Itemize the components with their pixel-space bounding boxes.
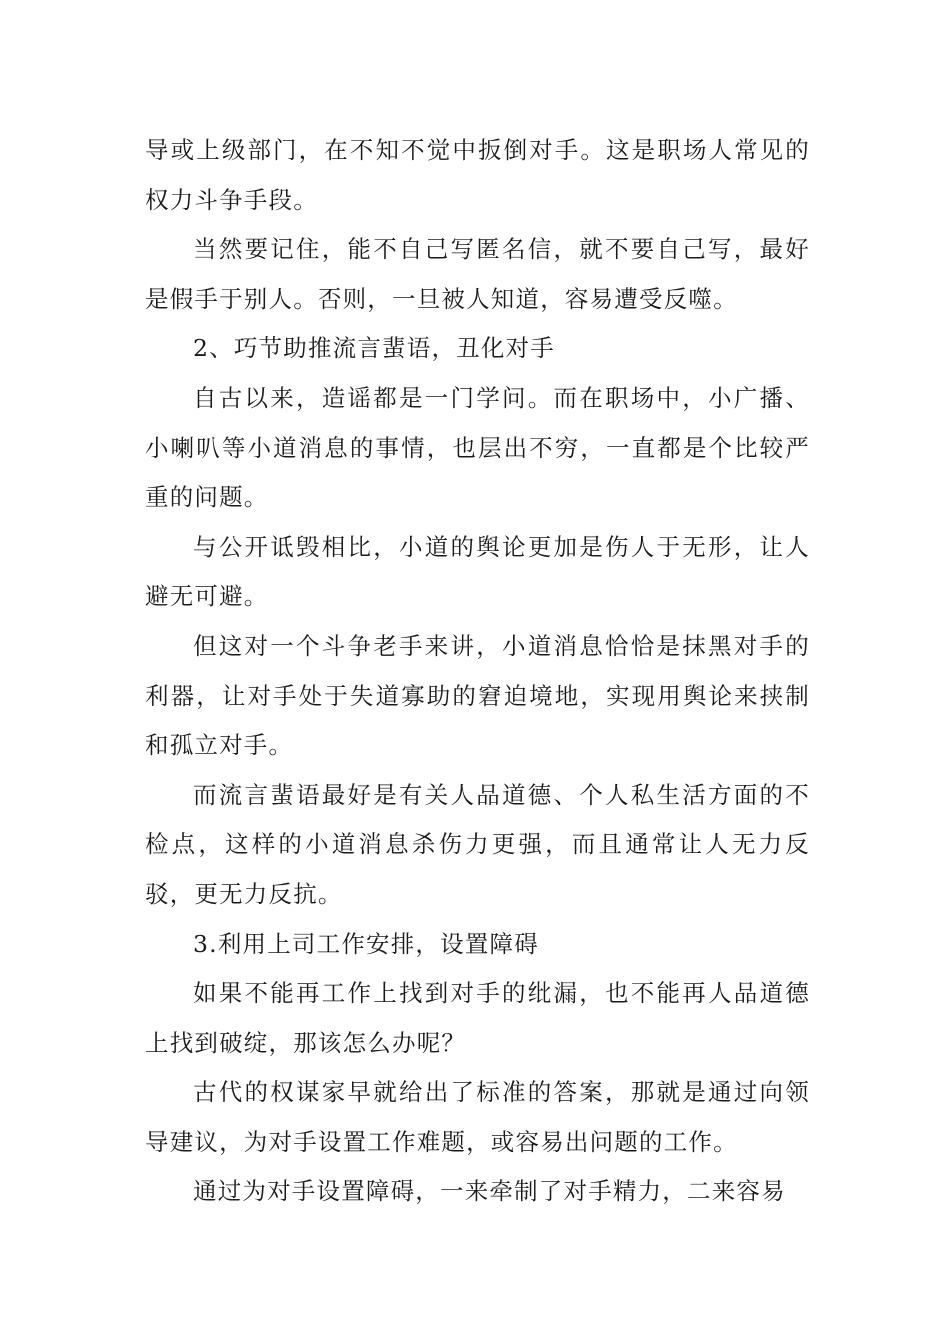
paragraph-7: 而流言蜚语最好是有关人品道德、个人私生活方面的不检点，这样的小道消息杀伤力更强，而且通常让人无力反驳，更无力反抗。 xyxy=(145,780,810,908)
document-body xyxy=(145,126,810,1217)
paragraph-11: 通过为对手设置障碍，一来牵制了对手精力，二来容易 xyxy=(193,1177,786,1206)
paragraph-10: 古代的权谋家早就给出了标准的答案，那就是通过向领导建议，为对手设置工作难题，或容易出问题的工作。 xyxy=(145,1078,810,1156)
paragraph-1: 导或上级部门，在不知不觉中扳倒对手。这是职场人常见的权力斗争手段。 xyxy=(145,136,810,214)
paragraph-6: 但这对一个斗争老手来讲，小道消息恰恰是抹黑对手的利器，让对手处于失道寡助的窘迫境地，实现用舆论来挟制和孤立对手。 xyxy=(145,631,810,760)
section-heading-3: 3.利用上司工作安排，设置障碍 xyxy=(193,929,539,958)
paragraph-5: 与公开诋毁相比，小道的舆论更加是伤人于无形，让人避无可避。 xyxy=(145,532,810,611)
paragraph-2: 当然要记住，能不自己写匿名信，就不要自己写，最好是假手于别人。否则，一旦被人知道，容易遭受反噬。 xyxy=(145,235,810,313)
section-heading-2: 2、巧节助推流言蜚语，丑化对手 xyxy=(193,334,555,363)
paragraph-4: 自古以来，造谣都是一门学问。而在职场中，小广播、小喇叭等小道消息的事情，也层出不穷，一直都是个比较严重的问题。 xyxy=(145,383,810,512)
paragraph-9: 如果不能再工作上找到对手的纰漏，也不能再人品道德上找到破绽，那该怎么办呢？ xyxy=(145,979,810,1057)
